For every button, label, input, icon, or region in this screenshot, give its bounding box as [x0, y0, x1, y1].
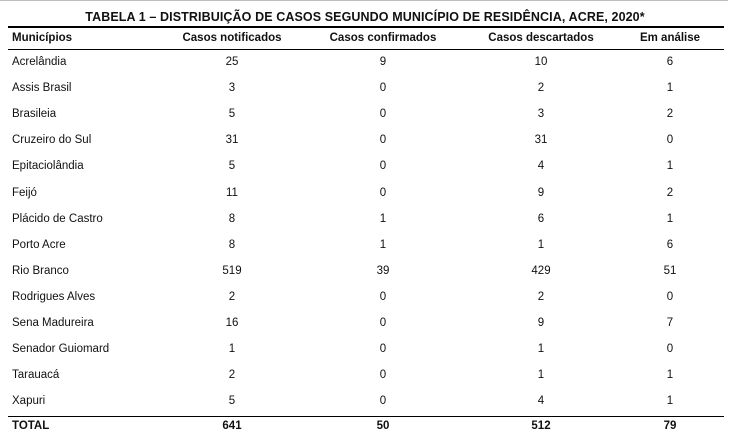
notificados-cell: 5	[228, 108, 236, 121]
municipio-cell: Assis Brasil	[12, 82, 72, 95]
confirmados-cell: 0	[379, 186, 387, 199]
table-body	[10, 49, 722, 414]
header-casos-notificados: Casos notificados	[182, 32, 282, 44]
header-casos-descartados: Casos descartados	[488, 32, 594, 44]
municipio-cell: Sena Madureira	[12, 316, 94, 329]
em-analise-cell: 2	[666, 186, 674, 199]
confirmados-cell: 1	[379, 212, 387, 225]
confirmados-cell: 0	[379, 316, 387, 329]
table-row	[10, 127, 722, 153]
descartados-cell: 1	[537, 369, 545, 382]
confirmados-cell: 0	[379, 82, 387, 95]
table-row	[10, 310, 722, 336]
notificados-cell: 25	[225, 56, 239, 69]
municipio-cell: Brasileia	[12, 108, 57, 121]
notificados-cell: 2	[228, 369, 236, 382]
descartados-cell: 9	[537, 316, 545, 329]
header-row	[10, 27, 722, 49]
table-row	[10, 388, 722, 414]
municipio-cell: Acrelândia	[12, 56, 67, 69]
municipio-cell: Porto Acre	[12, 238, 66, 251]
table-row	[10, 179, 722, 205]
table-row	[10, 153, 722, 179]
table-row	[10, 75, 722, 101]
municipio-cell: Epitaciolândia	[12, 160, 84, 173]
notificados-cell: 8	[228, 238, 236, 251]
cases-table	[10, 27, 722, 438]
confirmados-cell: 39	[376, 264, 390, 277]
municipio-cell: Plácido de Castro	[12, 212, 103, 225]
em-analise-cell: 0	[666, 134, 674, 147]
notificados-cell: 11	[226, 186, 238, 199]
table-row	[10, 362, 722, 388]
header-em-analise: Em análise	[639, 32, 701, 44]
municipio-cell: Xapuri	[12, 395, 46, 408]
municipio-cell: Feijó	[12, 186, 37, 199]
table-row	[10, 258, 722, 284]
descartados-cell: 9	[537, 186, 545, 199]
descartados-cell: 4	[537, 160, 545, 173]
descartados-cell: 3	[537, 108, 545, 121]
descartados-cell: 2	[537, 82, 545, 95]
descartados-cell: 2	[537, 290, 545, 303]
em-analise-cell: 2	[666, 108, 674, 121]
municipio-cell: Rodrigues Alves	[12, 290, 96, 303]
total-notificados: 641	[222, 420, 242, 433]
em-analise-cell: 1	[666, 82, 674, 95]
em-analise-cell: 51	[663, 264, 677, 277]
table-row	[10, 232, 722, 258]
notificados-cell: 3	[228, 82, 236, 95]
confirmados-cell: 0	[379, 369, 387, 382]
confirmados-cell: 0	[379, 290, 387, 303]
descartados-cell: 31	[534, 134, 548, 147]
total-label: TOTAL	[12, 420, 50, 433]
confirmados-cell: 0	[379, 343, 387, 356]
total-em-analise: 79	[663, 420, 677, 433]
municipio-cell: Senador Guiomard	[12, 343, 110, 356]
municipio-cell: Cruzeiro do Sul	[12, 134, 92, 147]
descartados-cell: 1	[537, 343, 545, 356]
notificados-cell: 5	[228, 160, 236, 173]
table-title: TABELA 1 – DISTRIBUIÇÃO DE CASOS SEGUNDO MUNICÍPIO DE RESIDÊNCIA, ACRE, 2020*	[85, 10, 645, 24]
descartados-cell: 1	[537, 238, 545, 251]
descartados-cell: 4	[537, 395, 545, 408]
em-analise-cell: 1	[666, 395, 674, 408]
confirmados-cell: 0	[379, 395, 387, 408]
confirmados-cell: 9	[379, 56, 387, 69]
confirmados-cell: 1	[379, 238, 387, 251]
em-analise-cell: 7	[666, 316, 674, 329]
total-descartados: 512	[531, 420, 551, 433]
table-row	[10, 206, 722, 232]
notificados-cell: 519	[222, 264, 242, 277]
notificados-cell: 31	[225, 134, 239, 147]
table-row	[10, 336, 722, 362]
notificados-cell: 16	[225, 316, 239, 329]
municipio-cell: Tarauacá	[12, 369, 60, 382]
notificados-cell: 8	[228, 212, 236, 225]
header-casos-confirmados: Casos confirmados	[329, 32, 437, 44]
municipio-cell: Rio Branco	[12, 264, 69, 277]
em-analise-cell: 0	[666, 343, 674, 356]
descartados-cell: 10	[534, 56, 548, 69]
notificados-cell: 2	[228, 290, 236, 303]
confirmados-cell: 0	[379, 160, 387, 173]
descartados-cell: 6	[537, 212, 545, 225]
table-row	[10, 101, 722, 127]
notificados-cell: 1	[228, 343, 236, 356]
em-analise-cell: 6	[666, 238, 674, 251]
table-row	[10, 284, 722, 310]
table-row	[10, 49, 722, 75]
header-municipios: Municípios	[12, 32, 73, 44]
confirmados-cell: 0	[379, 108, 387, 121]
total-row	[10, 414, 722, 438]
confirmados-cell: 0	[379, 134, 387, 147]
em-analise-cell: 6	[666, 56, 674, 69]
em-analise-cell: 1	[666, 369, 674, 382]
em-analise-cell: 1	[666, 160, 674, 173]
em-analise-cell: 1	[666, 212, 674, 225]
total-confirmados: 50	[376, 420, 390, 433]
notificados-cell: 5	[228, 395, 236, 408]
descartados-cell: 429	[531, 264, 551, 277]
em-analise-cell: 0	[666, 290, 674, 303]
